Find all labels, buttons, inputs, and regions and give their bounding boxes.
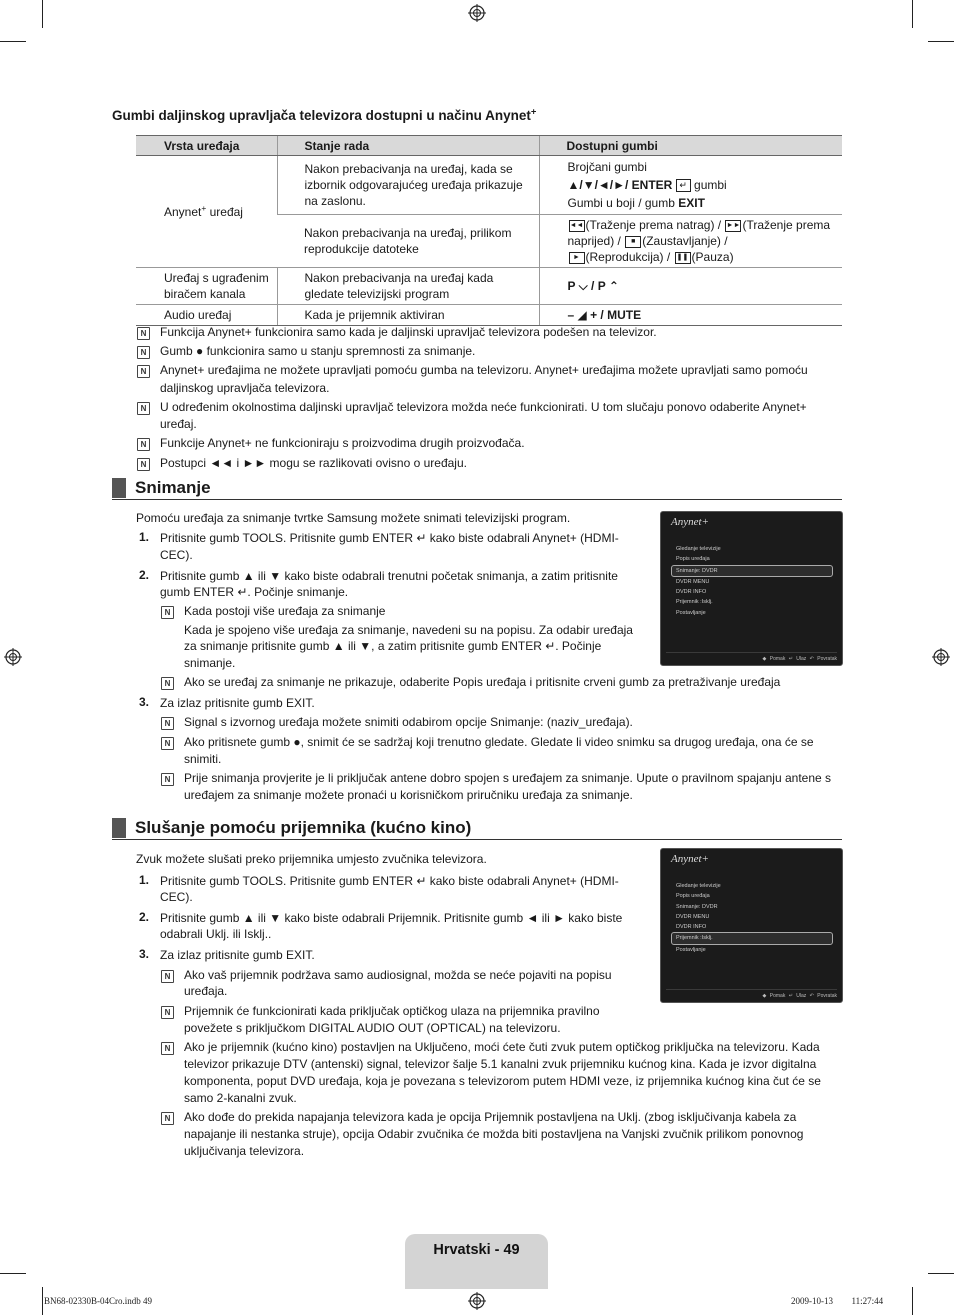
note-icon: [161, 773, 174, 786]
stop-icon: ■: [625, 236, 641, 248]
table-row: [136, 268, 842, 305]
note-icon: [161, 1042, 174, 1055]
step-number: 2.: [139, 568, 150, 582]
note-text: Prije snimanja provjerite je li priključak antene dobro spojen s uređajem za snimanje. Upute o pravilnom spajanju antene s: [184, 771, 832, 785]
note-icon: [137, 346, 150, 359]
note-icon: [137, 365, 150, 378]
note-text: Ako vaš prijemnik podržava samo audiosignal, možda se neće pojaviti na popisu: [184, 968, 612, 982]
note-text: samo 2-kanalni zvuk.: [184, 1091, 297, 1105]
step-number: 2.: [139, 910, 150, 924]
table-cell: Uređaj s ugrađenim biračem kanala: [136, 268, 277, 305]
remote-buttons-table: [136, 135, 842, 326]
table-row: [136, 305, 842, 326]
tv-menu-item: DVDR INFO: [676, 924, 707, 931]
print-file-info: BN68-02330B-04Cro.indb 49: [44, 1296, 152, 1306]
pause-icon: ❚❚: [675, 252, 691, 264]
registration-mark-icon: [4, 648, 22, 666]
table-header-row: [136, 136, 842, 156]
crop-mark: [0, 1273, 26, 1274]
note-icon: [137, 327, 150, 340]
table-cell: Audio uređaj: [136, 305, 277, 326]
page-number-tab: [405, 1234, 548, 1289]
note-text: Ako pritisnete gumb ●, snimit će se sadržaj koji trenutno gledate. Gledate li video snimku sa drugog uređaja, ona će se: [184, 735, 814, 749]
note-text: Funkcije Anynet+ ne funkcioniraju s proizvodima drugih proizvođača.: [160, 436, 525, 450]
tv-menu-item: DVDR INFO: [676, 589, 707, 596]
table-cell: – ◢ + / MUTE: [539, 305, 842, 326]
table-row: [136, 156, 842, 215]
note-text: snimanje.: [184, 656, 236, 670]
note-icon: [161, 677, 174, 690]
note-text: Funkcija Anynet+ funkcionira samo kada je daljinski upravljač televizora podešen na televizor.: [160, 325, 657, 339]
step-text: Pritisnite gumb ▲ ili ▼ kako biste odabrali trenutni početak snimanja, a zatim pritisnite: [160, 569, 618, 583]
table-cell: ◄◄ (Traženje prema natrag) / ►► (Traženje prema naprijed) / ■ (Zaustavljanje) / ► (Reprodukcija) / ❚❚ (Pauza): [539, 215, 842, 268]
table-title: Gumbi daljinskog upravljača televizora dostupni u načinu Anynet+: [112, 106, 537, 123]
tv-menu-item-selected: Snimanje: DVDR: [671, 565, 833, 577]
section-heading-recording: [112, 477, 842, 500]
note-text: televizor prikazuje DTV (antenski) signal, televizor šalje 5.1 kanalni zvuk prijemniku kućnog kina. Kada je izvor digitalna: [184, 1057, 817, 1071]
crop-mark: [928, 1273, 954, 1274]
tv-menu-item: DVDR MENU: [676, 913, 710, 920]
section-heading-listening: [112, 817, 842, 840]
note-text: Ako je prijemnik (kućno kino) postavljen na Uključeno, moći ćete čuti zvuk putem optičkog priključka na televizoru. Kada: [184, 1040, 820, 1054]
tv-menu-item: Postavljanje: [676, 946, 706, 953]
note-text: Postupci ◄◄ i ►► mogu se razlikovati ovisno o uređaju.: [160, 456, 467, 470]
intro-text: Zvuk možete slušati preko prijemnika umjesto zvučnika televizora.: [136, 852, 487, 866]
tv-menu-item: Postavljanje: [676, 609, 706, 616]
note-text: povežete s priključkom DIGITAL AUDIO OUT (OPTICAL) na televizoru.: [184, 1021, 561, 1035]
tv-menu-list: [675, 544, 835, 618]
step-text: Pritisnite gumb TOOLS. Pritisnite gumb ENTER ↵ kako biste odabrali Anynet+ (HDMI-: [160, 531, 619, 545]
table-cell: Nakon prebacivanja na uređaj, kada se izbornik odgovarajućeg uređaja prikazuje na zaslonu.: [277, 156, 539, 215]
note-icon: [137, 458, 150, 471]
note-text: uključivanja televizora.: [184, 1144, 305, 1158]
note-icon: [161, 1112, 174, 1125]
crop-mark: [912, 1287, 913, 1315]
crop-mark: [912, 0, 913, 28]
step-text: Pritisnite gumb ▲ ili ▼ kako biste odabrali Prijemnik. Pritisnite gumb ◄ ili ► kako biste: [160, 911, 623, 925]
note-text: Prijemnik će funkcionirati kada priključak optičkog ulaza na prijemnika pravilno: [184, 1004, 600, 1018]
note-text: U određenim okolnostima daljinski upravljač televizora možda neće funkcionirati. U tom slučaju ponovo odaberite Anynet+: [160, 400, 807, 414]
step-text: CEC).: [160, 548, 193, 562]
section-marker: [112, 478, 126, 498]
tv-menu-item: Popis uređaja: [676, 893, 710, 900]
step-text: gumb ENTER ↵. Počinje snimanje.: [160, 585, 349, 599]
note-text: Gumb ● funkcionira samo u stanju spremnosti za snimanje.: [160, 344, 476, 358]
crop-mark: [42, 1287, 43, 1315]
note-text: Signal s izvornog uređaja možete snimiti odabirom opcije Snimanje: (naziv_uređaja).: [184, 715, 633, 729]
crop-mark: [928, 41, 954, 42]
tv-menu-item: Gledanje televizije: [676, 883, 721, 889]
tv-menu-item: DVDR MENU: [676, 578, 710, 585]
registration-mark-icon: [932, 648, 950, 666]
divider: [666, 652, 837, 653]
page-number: Hrvatski - 49: [433, 1242, 520, 1258]
step-number: 1.: [139, 530, 150, 544]
anynet-logo: Anynet+: [671, 516, 709, 528]
table-header: Stanje rada: [277, 136, 539, 156]
tv-menu-item: Prijemnik :Isklj.: [676, 599, 713, 606]
step-text: CEC).: [160, 890, 193, 904]
divider: [666, 989, 837, 990]
table-cell: P ⌵ / P ⌃: [539, 268, 842, 305]
note-text: Kada je spojeno više uređaja za snimanje, navedeni su na popisu. Za odabir uređaja: [184, 623, 633, 637]
note-icon: [137, 402, 150, 415]
table-header: Dostupni gumbi: [539, 136, 842, 156]
tv-menu-item: Popis uređaja: [676, 556, 710, 563]
step-number: 3.: [139, 947, 150, 961]
tv-menu-screenshot: [660, 848, 843, 1003]
note-text: uređajem za snimanje možete pronaći u korisničkom priručniku uređaja za snimanje.: [184, 788, 633, 802]
registration-mark-icon: [468, 1292, 486, 1310]
step-number: 3.: [139, 695, 150, 709]
note-text: Anynet+ uređajima ne možete upravljati pomoću gumba na televizoru. Anynet+ uređajima možete upravljati samo pomoću: [160, 363, 808, 377]
note-text: za snimanje pritisnite gumb ▲ ili ▼, a zatim pritisnite gumb ENTER ↵. Počinje: [184, 639, 602, 653]
note-text: Kada postoji više uređaja za snimanje: [184, 604, 386, 618]
table-cell: Kada je prijemnik aktiviran: [277, 305, 539, 326]
note-icon: [137, 438, 150, 451]
play-icon: ►: [569, 252, 585, 264]
rewind-icon: ◄◄: [569, 220, 585, 232]
tv-menu-item: Gledanje televizije: [676, 546, 721, 552]
intro-text: Pomoću uređaja za snimanje tvrtke Samsung možete snimati televizijski program.: [136, 511, 571, 525]
crop-mark: [42, 0, 43, 28]
tv-menu-screenshot: [660, 511, 843, 666]
step-text: Za izlaz pritisnite gumb EXIT.: [160, 696, 315, 710]
table-cell: Anynet+ uređaj: [136, 156, 277, 268]
note-text: daljinskog upravljača televizora.: [160, 381, 330, 395]
section-title: Snimanje: [135, 478, 211, 497]
print-date-info: 2009-10-13 ￿￿ 11:27:44: [791, 1296, 884, 1306]
table-cell: Nakon prebacivanja na uređaj kada gledate televizijski program: [277, 268, 539, 305]
note-text: Ako dođe do prekida napajanja televizora kada je opcija Prijemnik postavljena na Uklj. (zbog isključivanja kabela za: [184, 1110, 797, 1124]
section-marker: [112, 818, 126, 838]
tv-menu-footer: ◆ Pomak ↵ Ulaz ↶ Povratak: [762, 993, 837, 999]
note-icon: [161, 606, 174, 619]
note-text: Ako se uređaj za snimanje ne prikazuje, odaberite Popis uređaja i pritisnite crveni gumb za pretraživanje uređaja: [184, 675, 781, 689]
tv-menu-item: Snimanje: DVDR: [676, 903, 718, 910]
crop-mark: [0, 41, 26, 42]
note-text: komponenta, poput DVD uređaja, koja je povezana s televizorom putem HDMI veze, iz prijemnika kućnog kina čut će se: [184, 1074, 821, 1088]
tv-menu-item-selected: Prijemnik :Isklj.: [671, 932, 833, 944]
anynet-logo: Anynet+: [671, 853, 709, 865]
fast-forward-icon: ►►: [725, 220, 741, 232]
note-icon: [161, 717, 174, 730]
tv-menu-list: [675, 881, 835, 955]
tv-menu-footer: ◆ Pomak ↵ Ulaz ↶ Povratak: [762, 656, 837, 662]
step-number: 1.: [139, 873, 150, 887]
table-cell: Nakon prebacivanja na uređaj, prilikom reprodukcije datoteke: [277, 215, 539, 268]
table-header: Vrsta uređaja: [136, 136, 277, 156]
note-icon: [161, 1006, 174, 1019]
table-cell: Brojčani gumbi ▲/▼/◄/►/ ENTER ↵ gumbi Gumbi u boji / gumb EXIT: [539, 156, 842, 215]
note-text: uređaj.: [160, 417, 197, 431]
note-text: snimiti.: [184, 752, 222, 766]
step-text: Pritisnite gumb TOOLS. Pritisnite gumb ENTER ↵ kako biste odabrali Anynet+ (HDMI-: [160, 874, 619, 888]
note-text: uređaja.: [184, 984, 228, 998]
enter-icon: ↵: [676, 179, 691, 192]
note-icon: [161, 737, 174, 750]
note-text: napajanje ili nestanka struje), opcija Odabir zvučnika će možda biti postavljena na Vanjski zvučnik prilikom ponovnog: [184, 1127, 804, 1141]
step-text: odabrali Uklj. ili Isklj..: [160, 927, 272, 941]
registration-mark-icon: [468, 4, 486, 22]
step-text: Za izlaz pritisnite gumb EXIT.: [160, 948, 315, 962]
section-title: Slušanje pomoću prijemnika (kućno kino): [135, 818, 472, 837]
note-icon: [161, 970, 174, 983]
